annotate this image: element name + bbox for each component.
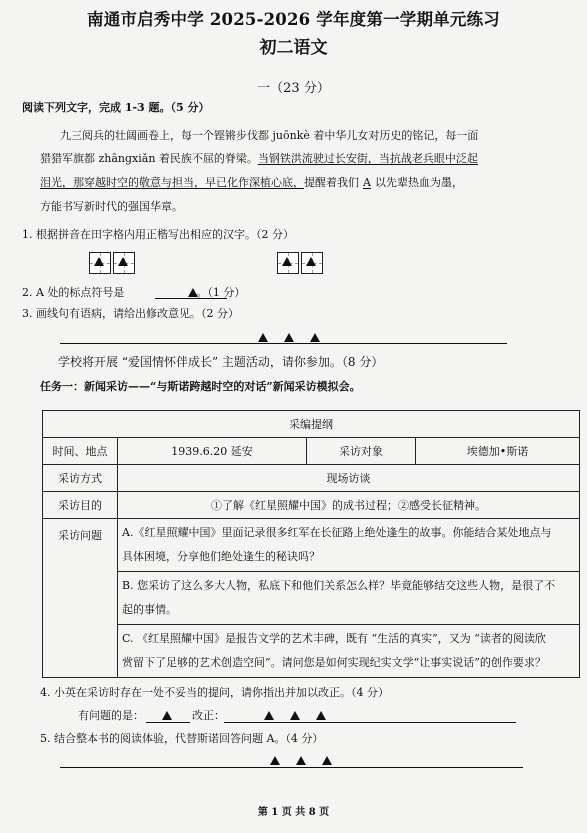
triangle-marker-icon — [162, 711, 172, 720]
question-4-problem-label: 有问题的是： — [78, 709, 144, 722]
passage-underlined-sentence-2: 泪光，那穿越时空的敬意与担当，早已化作深植心底， — [40, 176, 304, 189]
question-b-line-1: B. 您采访了这么多大人物，私底下和他们关系怎么样？毕竟能够结交这些人物，是很了不 — [122, 579, 556, 592]
interview-question-a — [118, 519, 580, 572]
label-purpose: 采访目的 — [43, 492, 118, 519]
interview-outline-table — [42, 410, 580, 678]
label-time-place: 时间、地点 — [43, 438, 118, 465]
passage-line-2 — [40, 152, 478, 166]
answer-line-3[interactable] — [60, 343, 507, 344]
triangle-marker-icon — [94, 257, 104, 266]
question-4: 4. 小英在采访时存在一处不妥当的提问，请你指出并加以改正。（4 分） — [40, 686, 389, 699]
passage-line-4: 方能书写新时代的强国华章。 — [40, 200, 183, 213]
triangle-marker-icon — [310, 333, 320, 342]
question-3: 3. 画线句有语病，请给出修改意见。（2 分） — [22, 307, 239, 320]
question-2-score: 。（1 分） — [196, 286, 246, 299]
triangle-marker-icon — [306, 257, 316, 266]
question-1: 1. 根据拼音在田字格内用正楷写出相应的汉字。（2 分） — [22, 228, 294, 241]
interview-question-b — [118, 572, 580, 625]
passage-line-3-tail: 以先辈热血为墨， — [374, 176, 463, 189]
exam-title: 南通市启秀中学 2025-2026 学年度第一学期单元练习 — [87, 10, 500, 29]
question-c-line-1: C. 《红星照耀中国》是报告文学的艺术丰碑，既有 “生活的真实”，又为 “读者的阅读欣 — [122, 632, 546, 645]
triangle-marker-icon — [270, 756, 280, 765]
triangle-marker-icon — [316, 711, 326, 720]
triangle-marker-icon — [188, 288, 198, 297]
label-questions: 采访问题 — [43, 519, 118, 678]
passage-line-3-plain: 提醒着我们 — [304, 176, 359, 189]
triangle-marker-icon — [282, 257, 292, 266]
triangle-marker-icon — [258, 333, 268, 342]
question-5: 5. 结合整本书的阅读体验，代替斯诺回答问题 A。（4 分） — [40, 732, 324, 745]
triangle-marker-icon — [264, 711, 274, 720]
question-c-line-2: 赏留下了足够的艺术创造空间”。请问您是如何实现纪实文学“让事实说话”的创作要求？ — [122, 656, 546, 669]
subject-title: 初二语文 — [259, 38, 328, 58]
punctuation-marker-a: A — [363, 176, 371, 189]
triangle-marker-icon — [322, 756, 332, 765]
triangle-marker-icon — [118, 257, 128, 266]
label-interviewee: 采访对象 — [307, 438, 416, 465]
question-a-line-1: A.《红星照耀中国》里面记录很多红军在长征路上绝处逢生的故事。你能结合某处地点与 — [122, 526, 552, 539]
passage-line-1: 九三阅兵的壮阔画卷上，每一个铿锵步伐都 juōnkè 着中华儿女对历史的铭记，每一面 — [60, 129, 479, 142]
value-time-place: 1939.6.20 延安 — [118, 438, 307, 465]
question-2-text: 2. A 处的标点符号是 — [22, 286, 125, 299]
interview-question-c — [118, 625, 580, 678]
section-heading: 一（23 分） — [257, 81, 330, 96]
passage-line-3 — [40, 176, 463, 190]
question-a-line-2: 具体困境，分享他们绝处逢生的秘诀吗？ — [122, 550, 320, 563]
answer-line-4-fix[interactable] — [224, 722, 516, 723]
task-1-heading: 任务一：新闻采访——“与斯诺跨越时空的对话”新闻采访模拟会。 — [40, 380, 361, 393]
table-heading: 采编提纲 — [43, 411, 580, 438]
page-number: 第 1 页 共 8 页 — [257, 807, 330, 818]
value-purpose: ①了解《红星照耀中国》的成书过程；②感受长征精神。 — [118, 492, 580, 519]
question-4-fix-label: 改正： — [192, 709, 225, 722]
answer-blank-4-problem[interactable] — [146, 722, 190, 723]
answer-line-5[interactable] — [60, 767, 523, 768]
activity-intro: 学校将开展 “爱国情怀伴成长” 主题活动，请你参加。（8 分） — [58, 355, 384, 369]
answer-blank-2[interactable] — [155, 298, 227, 299]
triangle-marker-icon — [284, 333, 294, 342]
passage-line-2-plain: 猎猎军旗都 zhāngxiǎn 着民族不屈的脊梁。 — [40, 152, 258, 165]
passage-underlined-sentence-1: 当钢铁洪流驶过长安街，当抗战老兵眼中泛起 — [257, 152, 478, 165]
triangle-marker-icon — [296, 756, 306, 765]
label-method: 采访方式 — [43, 465, 118, 492]
question-b-line-2: 起的事情。 — [122, 603, 177, 616]
triangle-marker-icon — [290, 711, 300, 720]
value-interviewee: 埃德加•斯诺 — [416, 438, 580, 465]
reading-instruction: 阅读下列文字，完成 1-3 题。（5 分） — [22, 101, 210, 114]
value-method: 现场访谈 — [118, 465, 580, 492]
